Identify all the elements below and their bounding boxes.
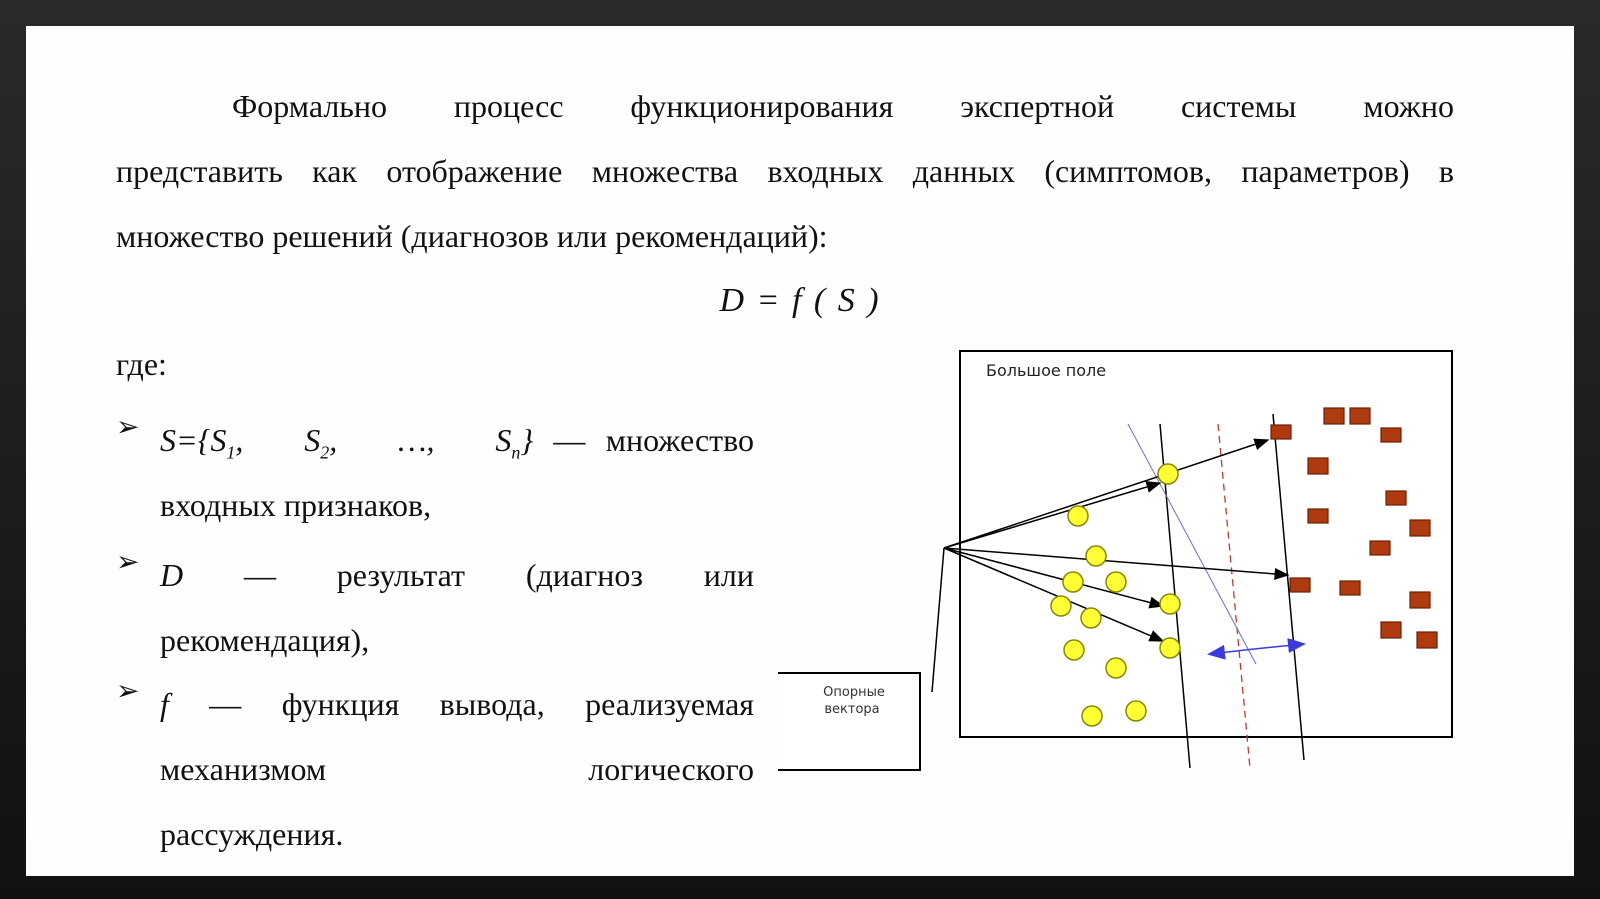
big-field-label: Большое поле	[986, 361, 1107, 380]
bullet-3-line-2: механизмом логического	[160, 751, 754, 787]
bullet-item-result	[116, 543, 756, 673]
bullet-2-symbol: D	[160, 557, 184, 593]
bullet-1-text: множество	[605, 422, 755, 458]
svm-diagram	[778, 346, 1468, 776]
bullet-2-dash: —	[243, 557, 276, 593]
bullet-arrow-icon: ➢	[116, 545, 140, 578]
bullet-2-line-1	[160, 543, 754, 608]
slide	[26, 26, 1574, 876]
bullet-2-line-2: рекомендация),	[160, 622, 370, 658]
bullet-3-line-3: рассуждения.	[160, 816, 344, 852]
paragraph-line-3: множество решений (диагнозов или рекомендаций):	[116, 218, 828, 254]
support-vectors-label-1: Опорные	[823, 685, 885, 700]
set-s-formula: $S=\{S_1$, $S_2$, …, $S_n$}	[160, 422, 534, 463]
pointer-line	[932, 548, 944, 692]
bullet-item-inputs	[116, 408, 756, 538]
bullet-arrow-icon: ➢	[116, 674, 140, 707]
bullet-3-symbol: f	[160, 686, 169, 722]
paragraph-line-1: Формально процесс функционирования экспертной системы можно	[232, 88, 1454, 124]
formula: D = f ( S )	[719, 282, 881, 319]
bullet-1-line-2: входных признаков,	[160, 487, 432, 523]
bullet-item-function	[116, 672, 756, 867]
bullet-3-dash: —	[209, 686, 242, 722]
bullet-1-dash: —	[553, 422, 586, 458]
where-label: где:	[116, 346, 167, 382]
bullet-3-text: функция вывода, реализуемая	[281, 686, 755, 722]
bullet-2-text: результат (диагноз или	[336, 557, 755, 593]
bullet-3-line-1	[160, 672, 754, 737]
bullet-arrow-icon: ➢	[116, 410, 140, 443]
paragraph-line-2: представить как отображение множества входных данных (симптомов, параметров) в	[116, 153, 1454, 189]
support-vectors-label-2: вектора	[824, 702, 880, 717]
